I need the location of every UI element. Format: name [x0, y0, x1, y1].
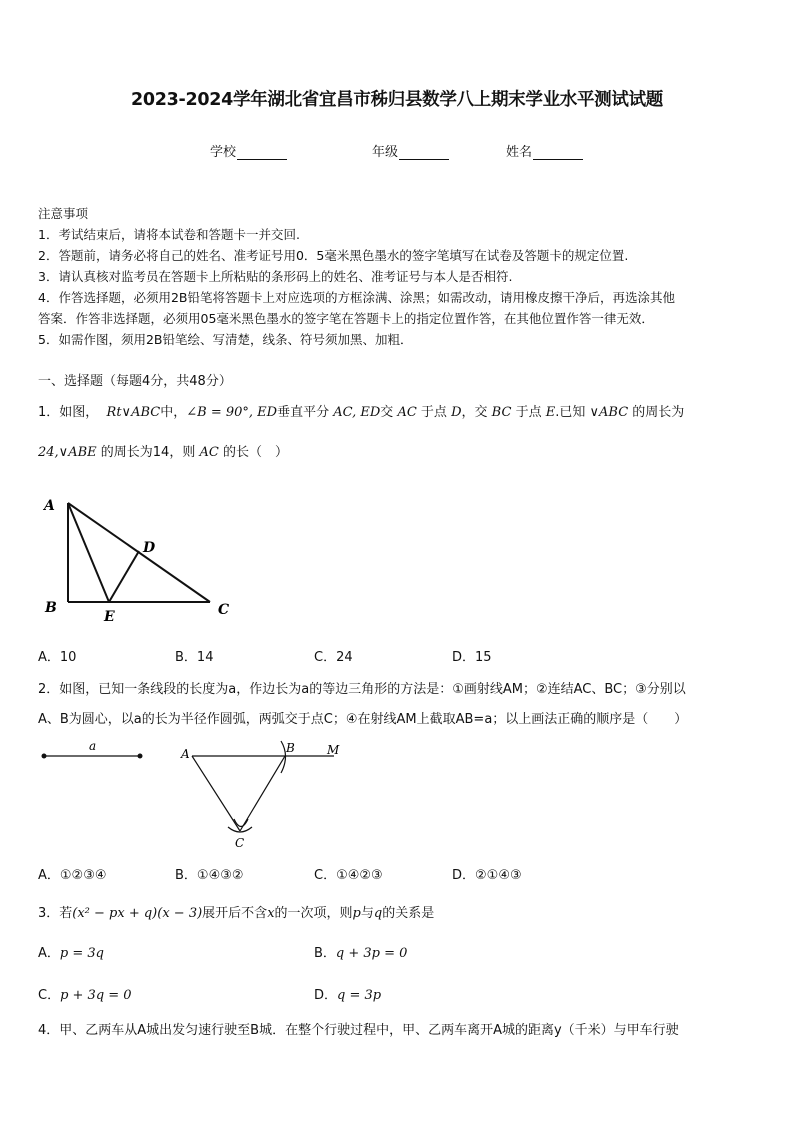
- notice-item: 5．如需作图，须用2B铅笔绘、写清楚，线条、符号须加黑、加粗．: [38, 332, 413, 347]
- q2-line2: A、B为圆心，以a的长为半径作圆弧，两弧交于点C；④在射线AM上截取AB=a；以上画法正确的顺序是（ ）: [38, 712, 688, 727]
- q1-triangle-figure: [38, 490, 238, 630]
- q2-option-d[interactable]: D．②①④③: [452, 868, 522, 883]
- label-D: D: [143, 540, 156, 556]
- q3-option-d[interactable]: D．q = 3p: [314, 988, 382, 1003]
- notice-item: 答案．作答非选择题，必须用05毫米黑色墨水的签字笔在答题卡上的指定位置作答，在其他位置作答一律无效．: [38, 311, 654, 326]
- notice-heading: 注意事项: [38, 206, 89, 221]
- section-heading: 一、选择题（每题4分，共48分）: [38, 374, 232, 389]
- q1-option-d[interactable]: D．15: [452, 650, 492, 665]
- q2-line1: 2．如图，已知一条线段的长度为a，作边长为a的等边三角形的方法是：①画射线AM；②连结AC、BC；③分别以: [38, 682, 686, 697]
- page-title: 2023-2024学年湖北省宜昌市秭归县数学八上期末学业水平测试试题: [131, 90, 663, 110]
- label-A: A: [44, 498, 55, 514]
- label-a: a: [89, 739, 97, 753]
- q1-option-c[interactable]: C．24: [314, 650, 353, 665]
- notice-item: 1．考试结束后，请将本试卷和答题卡一并交回.: [38, 227, 300, 242]
- grade-label: 年级: [372, 145, 399, 160]
- notice-item: 4．作答选择题，必须用2B铅笔将答题卡上对应选项的方框涂满、涂黑；如需改动，请用橡皮擦干净后，再选涂其他: [38, 290, 675, 305]
- q2-construction-figure: [38, 735, 358, 855]
- q1-line2: 24,∨ABE 的周长为14，则 AC 的长（ ）: [38, 445, 288, 460]
- school-blank[interactable]: [237, 147, 287, 160]
- q2-option-c[interactable]: C．①④②③: [314, 868, 383, 883]
- school-label: 学校: [210, 145, 237, 160]
- label-A: A: [181, 747, 190, 761]
- name-blank[interactable]: [533, 147, 583, 160]
- q2-option-a[interactable]: A．①②③④: [38, 868, 107, 883]
- label-M: M: [327, 743, 340, 757]
- label-E: E: [104, 609, 115, 625]
- label-C: C: [218, 602, 230, 618]
- q1-option-b[interactable]: B．14: [175, 650, 214, 665]
- label-C: C: [235, 836, 245, 850]
- q4-line1: 4．甲、乙两车从A城出发匀速行驶至B城．在整个行驶过程中，甲、乙两车离开A城的距离y（千米）与甲车行驶: [38, 1023, 679, 1038]
- notice-item: 2．答题前，请务必将自己的姓名、准考证号用0．5毫米黑色墨水的签字笔填写在试卷及答题卡的规定位置.: [38, 248, 629, 263]
- school-field[interactable]: [210, 141, 287, 160]
- q3-stem: 3．若(x² − px + q)(x − 3)展开后不含x的一次项，则p与q的关系是: [38, 906, 435, 921]
- grade-blank[interactable]: [399, 147, 449, 160]
- name-field[interactable]: [506, 141, 583, 160]
- q1-line1: 1．如图， Rt∨ABC中，∠B = 90°, ED垂直平分 AC, ED交 AC 于点 D，交 BC 于点 E.已知 ∨ABC 的周长为: [38, 405, 685, 420]
- notice-item: 3．请认真核对监考员在答题卡上所粘贴的条形码上的姓名、准考证号与本人是否相符.: [38, 269, 513, 284]
- q3-option-c[interactable]: C．p + 3q = 0: [38, 988, 132, 1003]
- q3-option-a[interactable]: A．p = 3q: [38, 946, 104, 961]
- label-B: B: [45, 600, 57, 616]
- label-B: B: [286, 741, 295, 755]
- name-label: 姓名: [506, 145, 533, 160]
- q1-option-a[interactable]: A．10: [38, 650, 77, 665]
- q3-option-b[interactable]: B．q + 3p = 0: [314, 946, 408, 961]
- q2-option-b[interactable]: B．①④③②: [175, 868, 244, 883]
- grade-field[interactable]: [372, 141, 449, 160]
